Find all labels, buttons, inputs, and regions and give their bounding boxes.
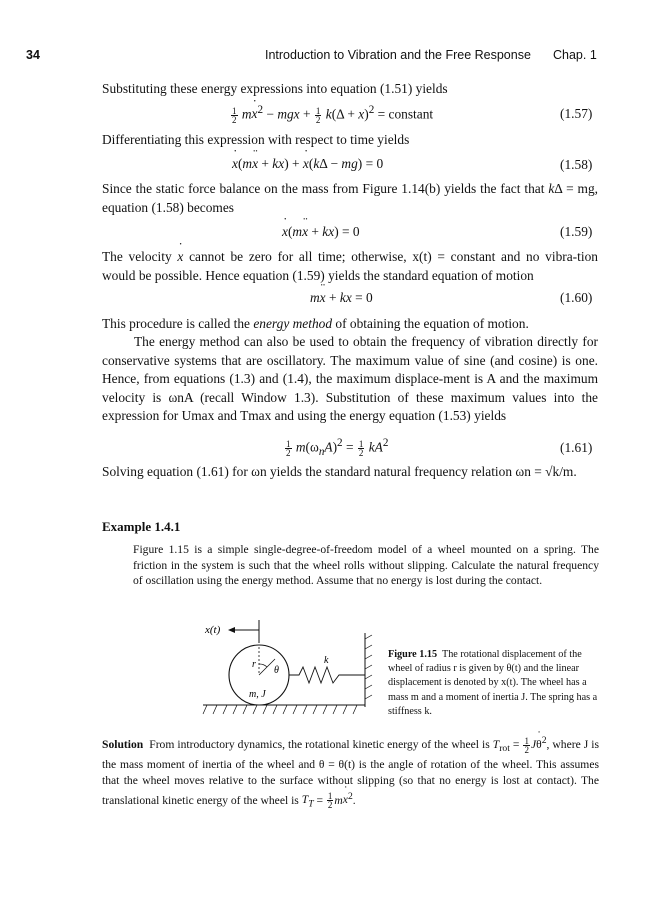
paragraph-2: Differentiating this expression with respect to time yields xyxy=(102,132,410,147)
paragraph-5-end: of obtaining the equation of motion. xyxy=(335,316,529,331)
paragraph-4-rest: cannot be zero for all time; otherwise, x(t) = constant and no vibra-tion would be possible. Hence equation (1.59) yields the standard equation of motion xyxy=(102,249,598,283)
paragraph-5-start: This procedure is called the xyxy=(102,316,250,331)
equation-number-1-61: (1.61) xyxy=(560,440,593,455)
chapter-label: Chap. 1 xyxy=(553,48,597,62)
paragraph-3-line-2: = mg, equation (1.58) becomes xyxy=(102,181,598,215)
figure-label-x: x(t) xyxy=(205,624,221,636)
figure-caption xyxy=(388,648,600,719)
equation-number-1-58: (1.58) xyxy=(560,157,593,172)
figure-caption-text: The rotational displacement of the wheel of radius r is given by θ(t) and the linear displacement is denoted by x(t). The wheel has a mass m and a moment of inertia J. The spring has a stiffness k. xyxy=(388,649,598,717)
page-number: 34 xyxy=(26,48,40,62)
energy-method-term: energy method xyxy=(253,316,333,331)
equation-1-60: mx ¨ + kx = 0 xyxy=(310,290,373,306)
figure-label-mJ: m, J xyxy=(249,689,266,700)
example-body: Figure 1.15 is a simple single-degree-of-freedom model of a wheel mounted on a spring. The friction in the system is such that the wheel rolls without slipping. Calculate the natural frequency of oscillation using the energy method. Assume that no energy is lost during the contact. xyxy=(133,543,599,588)
figure-label-k: k xyxy=(324,655,329,666)
paragraph-4-start: The velocity xyxy=(102,249,172,264)
equation-1-58: x ˙(mx ¨ + kx) + x ˙(kΔ − mg) = 0 xyxy=(232,156,383,172)
solution-text-1: From introductory dynamics, the rotational kinetic energy of the wheel is xyxy=(149,737,490,751)
equation-number-1-59: (1.59) xyxy=(560,224,593,239)
equation-number-1-57: (1.57) xyxy=(560,106,593,121)
solution-label: Solution xyxy=(102,737,144,751)
paragraph-6: The energy method can also be used to obtain the frequency of vibration directly for conservative systems that are oscillatory. The maximum value of sine (and cosine) is one. Hence, from equations (1.3) and (1.4), the maximum displace-ment is A and the maximum velocity is ωnA (recall Window 1.3). Substitution of these maximum values into the expression for Umax and Tmax and using the energy equation (1.53) yields xyxy=(102,334,598,424)
figure-label-r: r xyxy=(252,659,256,670)
solution-paragraph: Solution From introductory dynamics, the rotational kinetic energy of the wheel is $T_{rot}$ = $\frac{1}{2}$ Jθ ˙$^2$, where J is the mass moment of inertia of the wheel and θ = θ(t) is the angle of rotation of the wheel. This assumes that the wheel moves relative to the surface without slipping (so that no energy is lost at contact). The translational kinetic energy of the wheel is $T_T$ = $\frac{1}{2}$ mx ˙$^2$. xyxy=(102,733,599,813)
paragraph-7: Solving equation (1.61) for ωn yields the standard natural frequency relation ωn = √k/m. xyxy=(102,464,577,479)
paragraph-5 xyxy=(102,315,598,334)
equation-1-57: $\frac{1}{2}$ mx ˙$^2$ − mgx + $\frac{1}{2}$ $k(\Delta + x)^2$ = constant xyxy=(230,104,433,124)
example-title: Example 1.4.1 xyxy=(102,519,181,534)
paragraph-3-line-1: Since the static force balance on the mass from Figure 1.14(b) yields the fact that xyxy=(102,181,545,196)
equation-1-61: $\frac{1}{2}$ $m(\omega_nA)^2$ = $\frac{1}{2}$ $kA^2$ xyxy=(286,437,389,459)
equation-number-1-60: (1.60) xyxy=(560,290,593,305)
solution-text-2: where J is the mass moment of inertia of the wheel and θ = θ(t) is the angle of rotation of the wheel. This assumes that the wheel moves relative to the surface without slipping (so that no energy is lost at contact). The translational kinetic energy of the wheel is xyxy=(102,737,599,807)
paragraph-3: Since the static force balance on the mass from Figure 1.14(b) yields the fact that kΔ = mg, equation (1.58) becomes xyxy=(102,181,598,215)
figure-wheel-spring xyxy=(195,615,380,720)
figure-caption-label: Figure 1.15 xyxy=(388,649,438,660)
running-title: Introduction to Vibration and the Free Response xyxy=(265,48,531,62)
figure-label-theta: θ xyxy=(274,665,279,676)
paragraph-1: Substituting these energy expressions into equation (1.51) yields xyxy=(102,81,448,96)
equation-1-59: x ˙(mx ¨ + kx) = 0 xyxy=(282,224,360,240)
paragraph-4: The velocity x ˙ cannot be zero for all time; otherwise, x(t) = constant and no vibra-tion would be possible. Hence equation (1.59) yields the standard equation of motion xyxy=(102,248,598,285)
